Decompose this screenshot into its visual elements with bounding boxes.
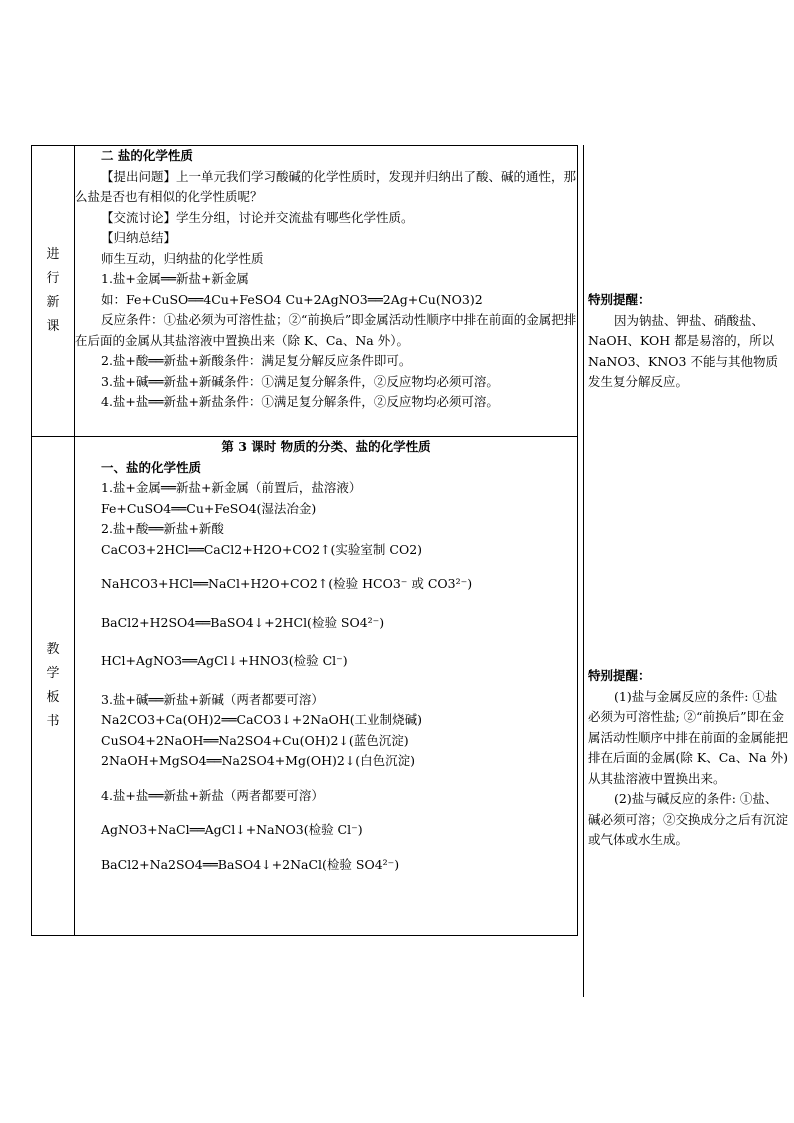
label-char: 板 (46, 690, 60, 705)
board-line: CaCO3+2HCl══CaCl2+H2O+CO2↑(实验室制 CO2) (101, 541, 423, 557)
board-line: HCl+AgNO3══AgCl↓+HNO3(检验 Cl⁻) (101, 653, 348, 668)
equation-line: 如：Fe+CuSO══4Cu+FeSO4 Cu+2AgNO3══2Ag+Cu(NO3)2 (101, 291, 483, 307)
board-title: 第 3 课时 物质的分类、盐的化学性质 (221, 439, 431, 454)
board-line: AgNO3+NaCl══AgCl↓+NaNO3(检验 Cl⁻) (101, 822, 363, 837)
section-label-board (32, 437, 75, 936)
board-line: 4.盐+盐══新盐+新盐（两者都要可溶） (101, 787, 324, 803)
side-note-1 (588, 290, 788, 393)
text-line: 2.盐+酸══新盐+新酸条件：满足复分解反应条件即可。 (101, 353, 412, 368)
side-note-title: 特别提醒： (588, 668, 651, 683)
board-line: Na2CO3+Ca(OH)2══CaCO3↓+2NaOH(工业制烧碱) (101, 712, 422, 727)
label-char: 进 (46, 247, 60, 262)
label-char: 课 (46, 319, 60, 334)
board-line: BaCl2+Na2SO4══BaSO4↓+2NaCl(检验 SO4²⁻) (101, 856, 400, 872)
section-new-lesson (32, 146, 578, 437)
side-note-text: (2)盐与碱反应的条件: ①盐、碱必须可溶；②交换成分之后有沉淀或气体或水生成。 (588, 791, 789, 847)
side-note-2 (588, 666, 788, 851)
section-board (32, 437, 578, 936)
label-char: 新 (46, 295, 60, 310)
board-line: 1.盐+金属══新盐+新金属（前置后，盐溶液） (101, 480, 362, 495)
text-line: 3.盐+碱══新盐+新碱条件：①满足复分解条件，②反应物均必须可溶。 (101, 373, 499, 389)
text-line: 反应条件：①盐必须为可溶性盐；②“前换后”即金属活动性顺序中排在前面的金属把排在后面的金属从其盐溶液中置换出来（除 K、Ca、Na 外）。 (75, 312, 577, 348)
section-content-board (75, 437, 578, 936)
label-char: 教 (46, 642, 60, 657)
side-note-text: (1)盐与金属反应的条件: ①盐必须为可溶性盐; ②“前换后”即在金属活动性顺序中排在前面的金属能把排在后面的金属(除 K、Ca、Na 外) 从其盐溶液中置换出来。 (588, 688, 789, 786)
margin-divider (583, 145, 584, 997)
label-char: 行 (46, 271, 60, 286)
label-char: 书 (46, 714, 60, 729)
label-char: 学 (46, 666, 60, 681)
side-note-title: 特别提醒： (588, 292, 651, 307)
board-line: Fe+CuSO4══Cu+FeSO4(湿法冶金) (101, 500, 317, 516)
text-line: 【交流讨论】学生分组，讨论并交流盐有哪些化学性质。 (101, 209, 414, 225)
board-line: 3.盐+碱══新盐+新碱（两者都要可溶） (101, 691, 324, 707)
board-heading: 一、盐的化学性质 (101, 459, 202, 475)
board-line: NaHCO3+HCl══NaCl+H2O+CO2↑(检验 HCO3⁻ 或 CO3²⁻) (101, 576, 473, 591)
section-label-new-lesson (32, 146, 75, 437)
text-line: 【提出问题】上一单元我们学习酸碱的化学性质时，发现并归纳出了酸、碱的通性，那么盐是否也有相似的化学性质呢？ (75, 168, 577, 204)
board-line: BaCl2+H2SO4══BaSO4↓+2HCl(检验 SO4²⁻) (101, 614, 385, 630)
text-line: 【归纳总结】 (101, 230, 177, 245)
board-line: 2NaOH+MgSO4══Na2SO4+Mg(OH)2↓(白色沉淀) (101, 753, 416, 768)
section-content-new-lesson (75, 146, 578, 437)
text-line: 1.盐+金属══新盐+新金属 (101, 271, 249, 286)
lesson-table (31, 145, 578, 936)
side-note-text: 因为钠盐、钾盐、硝酸盐、NaOH、KOH 都是易溶的，所以 NaNO3、KNO3 不能与其他物质发生复分解反应。 (588, 312, 778, 389)
section-heading: 二 盐的化学性质 (101, 148, 193, 163)
board-line: CuSO4+2NaOH══Na2SO4+Cu(OH)2↓(蓝色沉淀) (101, 732, 409, 748)
board-line: 2.盐+酸══新盐+新酸 (101, 521, 224, 536)
text-line: 师生互动，归纳盐的化学性质 (101, 250, 264, 266)
text-line: 4.盐+盐══新盐+新盐条件：①满足复分解条件，②反应物均必须可溶。 (101, 394, 499, 409)
